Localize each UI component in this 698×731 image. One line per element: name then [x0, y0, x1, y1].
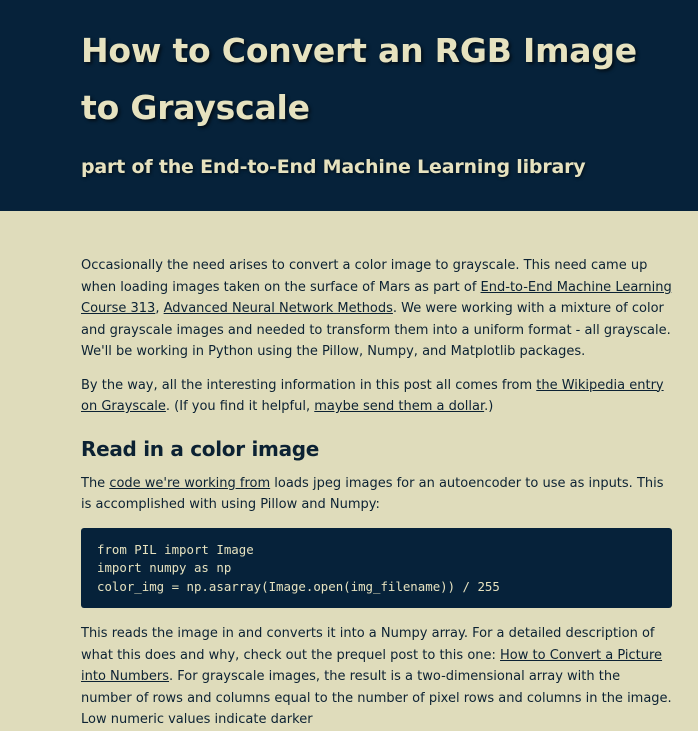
intro-text-3: . We were working with a mixture of color and grayscale images and needed to transform them into a uniform format - all grayscale. We'll be working in Python using the Pillow, Numpy, and Matplotlib packages.: [81, 301, 671, 359]
donate-link[interactable]: maybe send them a dollar: [314, 399, 485, 414]
byway-text-2: . (If you find it helpful,: [165, 399, 315, 414]
prequel-post-link[interactable]: How to Convert a Picture into Numbers: [81, 647, 663, 684]
page-title: How to Convert an RGB Image to Grayscale: [81, 31, 637, 127]
byway-text-1: By the way, all the interesting information in this post all comes from: [81, 377, 537, 393]
intro-text-1: Occasionally the need arises to convert a color image to grayscale. This need came up when loading images taken on the surface of Mars as part of: [81, 258, 648, 295]
wikipedia-grayscale-link[interactable]: the Wikipedia entry on Grayscale: [81, 377, 664, 414]
advanced-nn-methods-link[interactable]: Advanced Neural Network Methods: [163, 301, 393, 316]
reads-text-1: This reads the image in and converts it into a Numpy array. For a detailed description of what this does and why, check out the prequel post to this one:: [81, 626, 655, 663]
code-intro-text-2: loads jpeg images for an autoencoder to use as inputs. This is accomplished with using Pillow and Numpy:: [81, 475, 664, 512]
code-line: color_img = np.asarray(Image.open(img_filename)) / 255: [97, 578, 500, 594]
reads-text-2: . For grayscale images, the result is a two-dimensional array with the number of rows and columns equal to the number of pixel rows and columns in the image. Low numeric values indicate darker: [81, 669, 672, 727]
intro-paragraph: [81, 255, 672, 363]
byway-text-3: .): [484, 399, 494, 414]
page-subtitle: part of the End-to-End Machine Learning library: [81, 156, 586, 178]
code-block: [81, 528, 672, 609]
article-body: [0, 211, 698, 731]
code-source-link[interactable]: code we're working from: [109, 475, 271, 491]
code-line: import numpy as np: [97, 560, 232, 575]
code-intro-paragraph: [81, 473, 672, 516]
code-line: from PIL import Image: [97, 541, 254, 557]
section-heading-read-color: Read in a color image: [81, 436, 320, 461]
code-intro-text-1: The: [81, 475, 110, 491]
intro-text-2: ,: [155, 301, 164, 316]
byway-paragraph: [81, 375, 672, 418]
page-header: [0, 0, 698, 211]
course-313-link[interactable]: End-to-End Machine Learning Course 313: [81, 279, 672, 316]
reads-paragraph: [81, 623, 672, 731]
